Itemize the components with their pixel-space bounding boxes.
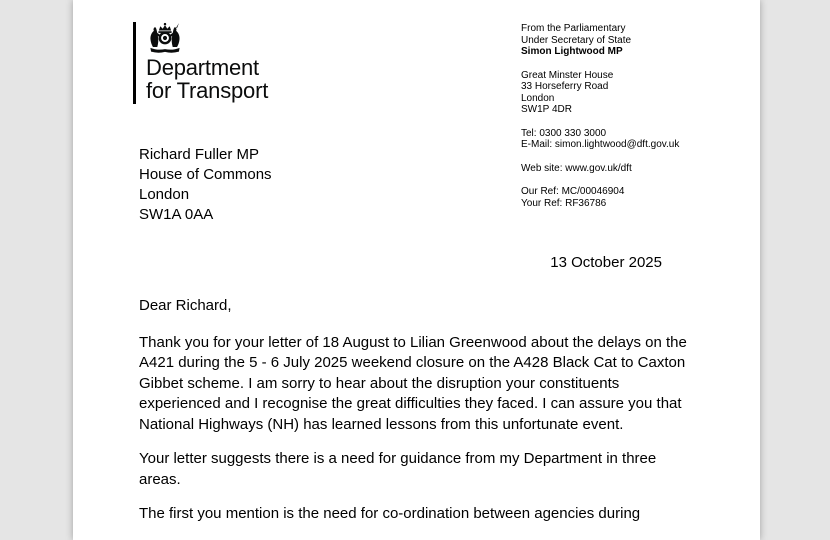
logo-text bbox=[146, 56, 268, 102]
body-paragraph: The first you mention is the need for co-ordination between agencies during bbox=[139, 505, 641, 522]
sender-address-line: London bbox=[521, 92, 555, 104]
letter-page bbox=[73, 0, 760, 540]
email-line: E-Mail: simon.lightwood@dft.gov.uk bbox=[521, 139, 680, 150]
our-ref-line: Our Ref: MC/00046904 bbox=[521, 186, 625, 197]
body-paragraph: Your letter suggests there is a need for guidance from my Department in three areas. bbox=[139, 450, 657, 488]
website-line: Web site: www.gov.uk/dft bbox=[521, 162, 632, 174]
date-line: 13 October 2025 bbox=[550, 254, 662, 271]
logo-text-line2: for Transport bbox=[146, 78, 269, 103]
sender-address-line: SW1P 4DR bbox=[521, 104, 572, 115]
sender-address-line: 33 Horseferry Road bbox=[521, 81, 609, 92]
letter-body bbox=[139, 296, 687, 539]
recipient-line: House of Commons bbox=[139, 166, 272, 183]
tel-line: Tel: 0300 330 3000 bbox=[521, 127, 607, 139]
recipient-address bbox=[139, 145, 272, 225]
sender-refs-group bbox=[521, 186, 741, 209]
dft-logo bbox=[133, 22, 268, 104]
from-title-line1: From the Parliamentary bbox=[521, 23, 626, 34]
from-title-line2: Under Secretary of State bbox=[521, 34, 632, 46]
sender-from-group bbox=[521, 23, 741, 58]
sender-info-block bbox=[521, 23, 741, 221]
logo-vertical-bar bbox=[133, 22, 136, 104]
your-ref-line: Your Ref: RF36786 bbox=[521, 197, 607, 209]
logo-text-line1: Department bbox=[146, 55, 259, 80]
body-paragraph: Thank you for your letter of 18 August to Lilian Greenwood about the delays on the A421 during the 5 - 6 July 2025 weekend closure on the A428 Black Cat to Caxton Gibbet scheme. I am sorry to hear about the disruption your constituents experienced and I recognise the great difficulties they faced. I can assure you that National Highways (NH) has learned lessons from this unfortunate event. bbox=[139, 333, 687, 433]
recipient-line: London bbox=[139, 186, 190, 203]
salutation: Dear Richard, bbox=[139, 297, 232, 314]
sender-address-line: Great Minster House bbox=[521, 69, 614, 81]
royal-crest-icon bbox=[146, 22, 268, 54]
sender-address-group bbox=[521, 70, 741, 116]
sender-name: Simon Lightwood MP bbox=[521, 46, 623, 57]
recipient-line: SW1A 0AA bbox=[139, 206, 214, 223]
sender-contact-group bbox=[521, 128, 741, 151]
sender-website-group bbox=[521, 163, 741, 175]
recipient-line: Richard Fuller MP bbox=[139, 146, 260, 163]
